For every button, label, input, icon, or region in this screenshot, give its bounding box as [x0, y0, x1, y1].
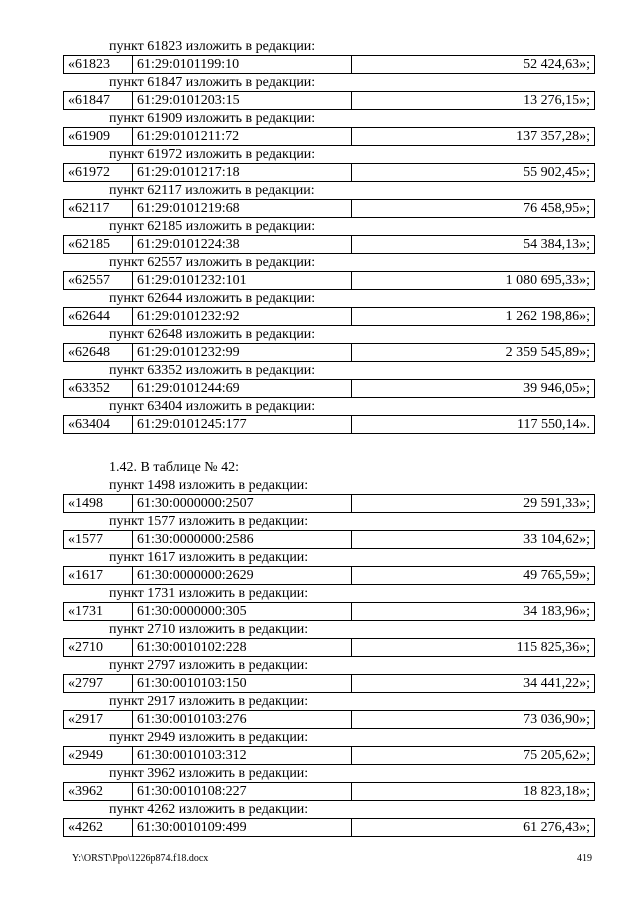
entry-instruction: пункт 1498 изложить в редакции:: [109, 478, 309, 493]
entry-table-row: [63, 127, 595, 146]
entry-instruction: пункт 2917 изложить в редакции:: [109, 694, 309, 709]
entry-instruction: пункт 1731 изложить в редакции:: [109, 586, 309, 601]
cadastral-number: 61:30:0000000:2507: [133, 495, 352, 513]
entry-block: [63, 146, 595, 182]
entry-instruction: пункт 62185 изложить в редакции:: [109, 219, 316, 234]
entry-table-row: [63, 566, 595, 585]
entry-block: [63, 38, 595, 74]
cadastral-number: 61:30:0010108:227: [133, 783, 352, 801]
cadastral-value: 1 262 198,86»;: [352, 308, 595, 326]
section-1: [63, 38, 595, 434]
entry-instruction: пункт 61909 изложить в редакции:: [109, 111, 316, 126]
entry-table-row: [63, 415, 595, 434]
entry-table-row: [63, 91, 595, 110]
cadastral-value: 52 424,63»;: [352, 56, 595, 74]
cadastral-value: 61 276,43»;: [352, 819, 595, 837]
entry-table-row: [63, 638, 595, 657]
cadastral-value: 73 036,90»;: [352, 711, 595, 729]
cadastral-number: 61:30:0010103:312: [133, 747, 352, 765]
entry-table-row: [63, 343, 595, 362]
item-number: «62185: [64, 236, 133, 254]
entry-block: [63, 362, 595, 398]
entry-table-row: [63, 746, 595, 765]
entry-instruction: пункт 61972 изложить в редакции:: [109, 147, 316, 162]
item-number: «63404: [64, 416, 133, 434]
cadastral-number: 61:30:0010103:276: [133, 711, 352, 729]
item-number: «61847: [64, 92, 133, 110]
cadastral-value: 18 823,18»;: [352, 783, 595, 801]
entry-table-row: [63, 530, 595, 549]
cadastral-number: 61:29:0101232:92: [133, 308, 352, 326]
entry-instruction: пункт 62644 изложить в редакции:: [109, 291, 316, 306]
cadastral-value: 13 276,15»;: [352, 92, 595, 110]
entry-block: [63, 254, 595, 290]
entry-instruction: пункт 63352 изложить в редакции:: [109, 363, 316, 378]
cadastral-number: 61:29:0101232:101: [133, 272, 352, 290]
cadastral-value: 33 104,62»;: [352, 531, 595, 549]
entry-instruction: пункт 2949 изложить в редакции:: [109, 730, 309, 745]
entry-table-row: [63, 782, 595, 801]
entry-instruction: пункт 62557 изложить в редакции:: [109, 255, 316, 270]
cadastral-value: 55 902,45»;: [352, 164, 595, 182]
entry-block: [63, 398, 595, 434]
cadastral-value: 2 359 545,89»;: [352, 344, 595, 362]
entry-block: [63, 657, 595, 693]
entry-block: [63, 693, 595, 729]
cadastral-number: 61:30:0000000:2629: [133, 567, 352, 585]
entry-instruction: пункт 2710 изложить в редакции:: [109, 622, 309, 637]
entry-block: [63, 110, 595, 146]
cadastral-value: 75 205,62»;: [352, 747, 595, 765]
entry-table-row: [63, 55, 595, 74]
entry-instruction: пункт 63404 изложить в редакции:: [109, 399, 316, 414]
item-number: «2797: [64, 675, 133, 693]
entry-instruction: пункт 1577 изложить в редакции:: [109, 514, 309, 529]
cadastral-value: 34 441,22»;: [352, 675, 595, 693]
item-number: «61823: [64, 56, 133, 74]
entry-block: [63, 621, 595, 657]
cadastral-value: 39 946,05»;: [352, 380, 595, 398]
item-number: «62648: [64, 344, 133, 362]
cadastral-value: 115 825,36»;: [352, 639, 595, 657]
entry-block: [63, 585, 595, 621]
entry-table-row: [63, 379, 595, 398]
entry-table-row: [63, 235, 595, 254]
cadastral-number: 61:30:0000000:2586: [133, 531, 352, 549]
cadastral-number: 61:29:0101244:69: [133, 380, 352, 398]
entry-table-row: [63, 307, 595, 326]
cadastral-value: 137 357,28»;: [352, 128, 595, 146]
item-number: «62644: [64, 308, 133, 326]
section-spacer: [63, 434, 595, 459]
entry-block: [63, 182, 595, 218]
cadastral-number: 61:29:0101245:177: [133, 416, 352, 434]
cadastral-number: 61:30:0010103:150: [133, 675, 352, 693]
item-number: «3962: [64, 783, 133, 801]
entry-table-row: [63, 494, 595, 513]
entry-block: [63, 765, 595, 801]
cadastral-number: 61:29:0101224:38: [133, 236, 352, 254]
cadastral-number: 61:29:0101232:99: [133, 344, 352, 362]
cadastral-value: 1 080 695,33»;: [352, 272, 595, 290]
item-number: «1498: [64, 495, 133, 513]
entry-instruction: пункт 1617 изложить в редакции:: [109, 550, 309, 565]
entry-block: [63, 801, 595, 837]
entry-instruction: пункт 61823 изложить в редакции:: [109, 39, 316, 54]
item-number: «2917: [64, 711, 133, 729]
entry-table-row: [63, 710, 595, 729]
section-2: [63, 459, 595, 837]
cadastral-number: 61:29:0101211:72: [133, 128, 352, 146]
entry-block: [63, 218, 595, 254]
entry-instruction: пункт 62648 изложить в редакции:: [109, 327, 316, 342]
cadastral-number: 61:29:0101219:68: [133, 200, 352, 218]
entry-block: [63, 549, 595, 585]
item-number: «62557: [64, 272, 133, 290]
entry-table-row: [63, 818, 595, 837]
item-number: «63352: [64, 380, 133, 398]
item-number: «62117: [64, 200, 133, 218]
entry-instruction: пункт 4262 изложить в редакции:: [109, 802, 309, 817]
entry-block: [63, 513, 595, 549]
entry-block: [63, 74, 595, 110]
document-content: [63, 38, 595, 837]
item-number: «61972: [64, 164, 133, 182]
entry-table-row: [63, 602, 595, 621]
entry-table-row: [63, 674, 595, 693]
cadastral-value: 76 458,95»;: [352, 200, 595, 218]
entry-block: [63, 477, 595, 513]
entry-table-row: [63, 199, 595, 218]
item-number: «4262: [64, 819, 133, 837]
entry-block: [63, 729, 595, 765]
cadastral-number: 61:29:0101203:15: [133, 92, 352, 110]
cadastral-value: 29 591,33»;: [352, 495, 595, 513]
cadastral-number: 61:29:0101199:10: [133, 56, 352, 74]
cadastral-value: 54 384,13»;: [352, 236, 595, 254]
entry-table-row: [63, 163, 595, 182]
cadastral-number: 61:29:0101217:18: [133, 164, 352, 182]
entry-instruction: пункт 2797 изложить в редакции:: [109, 658, 309, 673]
entry-instruction: пункт 62117 изложить в редакции:: [109, 183, 315, 198]
item-number: «1731: [64, 603, 133, 621]
entry-table-row: [63, 271, 595, 290]
item-number: «61909: [64, 128, 133, 146]
footer-file-path: Y:\ORST\Ppo\1226p874.f18.docx: [72, 853, 209, 864]
section-heading: 1.42. В таблице № 42:: [109, 460, 240, 475]
item-number: «2710: [64, 639, 133, 657]
cadastral-value: 49 765,59»;: [352, 567, 595, 585]
cadastral-number: 61:30:0000000:305: [133, 603, 352, 621]
cadastral-value: 34 183,96»;: [352, 603, 595, 621]
cadastral-number: 61:30:0010102:228: [133, 639, 352, 657]
footer-page-number: 419: [577, 853, 592, 864]
entry-instruction: пункт 3962 изложить в редакции:: [109, 766, 309, 781]
cadastral-number: 61:30:0010109:499: [133, 819, 352, 837]
item-number: «1617: [64, 567, 133, 585]
entry-instruction: пункт 61847 изложить в редакции:: [109, 75, 316, 90]
item-number: «1577: [64, 531, 133, 549]
entry-block: [63, 326, 595, 362]
item-number: «2949: [64, 747, 133, 765]
entry-block: [63, 290, 595, 326]
cadastral-value: 117 550,14».: [352, 416, 595, 434]
